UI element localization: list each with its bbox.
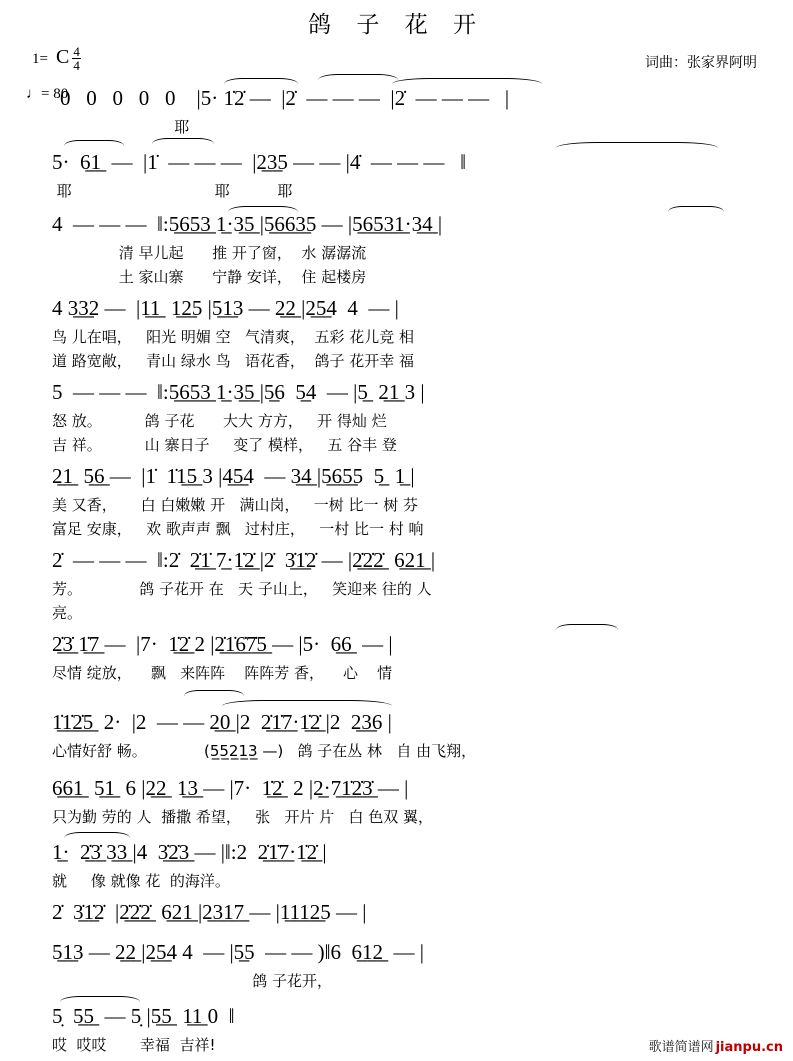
score-line-6 <box>0 464 793 542</box>
watermark-site: jianpu.cn <box>715 1040 783 1055</box>
score-line-10-notes: 6̲6̲1̲ 5̲1̲ 6 |2̲2̲ 1̲3̲ — |7· 1̲̇2̲̇ 2 |2̲·7̲1̲̇2̲̇3̲̇ — | <box>52 776 409 800</box>
score-line-13-lyrics: 鸽 子花开， <box>52 972 333 990</box>
score-line-3-notes: 4 — — — ‖:5̲6̲5̲3̲ 1̲·3̲5̲ |5̲6̲6̲3̲5 — |5̲6̲5̲3̲1̲·3̲4̲ | <box>52 212 443 236</box>
slur-arc <box>64 140 124 152</box>
score-line-10-lyrics: 只为勤 劳的 人 播撒 希望， 张 开片 片 白 色双 翼， <box>52 808 434 826</box>
score-line-13 <box>0 940 793 994</box>
tempo-marking: ♩= 80 <box>26 86 69 102</box>
score-line-5-notes: 5 — — — ‖:5̲6̲5̲3̲ 1̲·3̲5̲ |5̲6 5̲4 — |5̲ 2̲1̲ 3 | <box>52 380 425 404</box>
time-denominator: 4 <box>73 58 80 73</box>
score-line-9-lyrics: 心情好舒 畅。 (5̲5̲2̲1̲3̲ —) 鸽 子在丛 林 自 由飞翔， <box>52 742 477 760</box>
credit-line: 词曲：张家界阿明 <box>645 55 757 71</box>
score-line-6-lyrics-verse2: 富足 安康， 欢 歌声声 飘 过村庄， 一村 比一 村 响 <box>52 520 424 538</box>
score-line-6-lyrics: 美 又香， 白 白嫩嫩 开 满山岗， 一树 比一 树 芬 <box>52 496 419 514</box>
slur-arc <box>392 78 542 90</box>
slur-arc <box>224 78 298 90</box>
time-signature <box>72 45 81 72</box>
slur-arc <box>152 138 214 150</box>
score-line-7-notes: 2̇ — — — ‖:2̇ 2̲̇1̲̇ 7̲·1̲̇2̲̇ |2̇ 3̲̇1̲̇2̇ — |2̲̇2̲̇2̲̇ 6̲2̲1̲ | <box>52 548 436 572</box>
score-line-3 <box>0 212 793 290</box>
score-line-2 <box>0 150 793 204</box>
score-line-4 <box>0 296 793 374</box>
score-line-12-notes: 2̇ 3̲̇1̲̇2̇ |2̲̇2̲̇2̲̇ 6̲2̲1̲ |2̲3̲1̲7̲ — |1̲1̲1̲2̲5 — | <box>52 900 367 924</box>
score-line-9-notes: 1̲̇1̲̇2̲̇5̲ 2· |2 — — 2̲0̲ |2 2̲̇1̲̇7̲·1̲̇2̲̇ |2 2̲3̲6 | <box>52 710 392 734</box>
score-line-2-lyrics: 耶 耶 耶 <box>52 182 293 200</box>
score-line-6-notes: 2̲1̲ 5̲6̲ — |1̇ 1̇1̲5̲ 3 |4̲5̲4 — 3̲4̲ |5̲6̲5̲5 5̲ 1̲ | <box>52 464 415 488</box>
slur-arc <box>318 74 398 86</box>
score-line-4-notes: 4 3̲3̲2 — |1̲1̲ 1̲2̲5 |5̲1̲3 — 2̲2̲ |2̲5̲4 4 — | <box>52 296 399 320</box>
slur-arc <box>184 690 244 702</box>
score-line-3-lyrics-verse2: 土 家山寨 宁静 安详， 住 起楼房 <box>52 268 367 286</box>
slur-arc <box>556 142 718 154</box>
score-line-4-lyrics: 鸟 儿在唱， 阳光 明媚 空 气清爽， 五彩 花儿竞 相 <box>52 328 414 346</box>
slur-arc <box>64 832 130 844</box>
score-line-8-lyrics: 尽情 绽放， 飘 来阵阵 阵阵芳 香， 心 情 <box>52 664 393 682</box>
score-line-8 <box>0 632 793 686</box>
page-title: 鸽 子 花 开 <box>308 12 485 38</box>
score-line-11-notes: 1̲· 2̲̇3̲̇ 3̲3̲ |4 3̲̇2̲̇3̲ — |‖:2 2̲̇1̲̇7̲·1̲̇2̲̇ | <box>52 840 327 864</box>
score-line-5 <box>0 380 793 458</box>
score-line-10 <box>0 776 793 830</box>
score-line-1 <box>0 86 793 140</box>
time-numerator: 4 <box>73 44 80 59</box>
slur-arc <box>228 206 298 218</box>
score-line-11 <box>0 840 793 894</box>
slur-arc <box>556 624 618 636</box>
score-line-2-notes: 5· 6̲1̲ — |1̇ — — — |2̲3̲5 — — |4̇ — — — ‖ <box>52 150 467 174</box>
score-line-14-notes: 5̣ 5̲5̲ — 5̣ |5̲5̲ 1̲1̲ 0 ‖ <box>52 1004 235 1028</box>
score-line-1-notes: 0 0 0 0 0 |5· 1̇2̇ — |2̇ — — — |2̇ — — — | <box>60 86 510 110</box>
watermark-footer <box>649 1036 783 1055</box>
score-line-3-lyrics: 清 早儿起 推 开了窗， 水 潺潺流 <box>52 244 367 262</box>
score-line-4-lyrics-verse2: 道 路宽敞， 青山 绿水 鸟 语花香， 鸽子 花开幸 福 <box>52 352 414 370</box>
score-line-14-lyrics: 哎 哎哎 幸福 吉祥! <box>52 1036 216 1054</box>
score-line-9 <box>0 710 793 764</box>
key-note: C <box>55 46 70 69</box>
slur-arc <box>222 700 392 712</box>
slur-arc <box>60 996 140 1008</box>
watermark-label: 歌谱简谱网 <box>648 1040 714 1055</box>
score-line-1-lyrics: 耶 <box>60 118 190 136</box>
score-line-7-lyrics-verse2: 亮。 <box>52 604 83 622</box>
score-line-12 <box>0 900 793 930</box>
score-line-7-lyrics: 芳。 鸽 子花开 在 天 子山上， 笑迎来 往的 人 <box>52 580 432 598</box>
score-line-11-lyrics: 就 像 就像 花 的海洋。 <box>52 872 230 890</box>
score-line-5-lyrics-verse2: 吉 祥。 山 寨日子 变了 模样， 五 谷丰 登 <box>52 436 397 454</box>
score-line-13-notes: 5̲1̲3 — 2̲2̲ |2̲5̲4 4 — |5̲5 — — )‖6 6̲1̲2̲ — | <box>52 940 425 964</box>
score-line-8-notes: 2̲̇3̲̇ 1̲̇7̲ — |7· 1̲̇2̲̇ 2 |2̲̇1̲̇6̲̇7̲̇5̲ — |5· 6̲6̲ — | <box>52 632 393 656</box>
score-line-5-lyrics: 怒 放。 鸽 子花 大大 方方， 开 得灿 烂 <box>52 412 387 430</box>
key-prefix: 1= <box>32 51 48 68</box>
slur-arc <box>668 206 724 218</box>
score-line-7 <box>0 548 793 626</box>
key-signature <box>32 46 81 73</box>
